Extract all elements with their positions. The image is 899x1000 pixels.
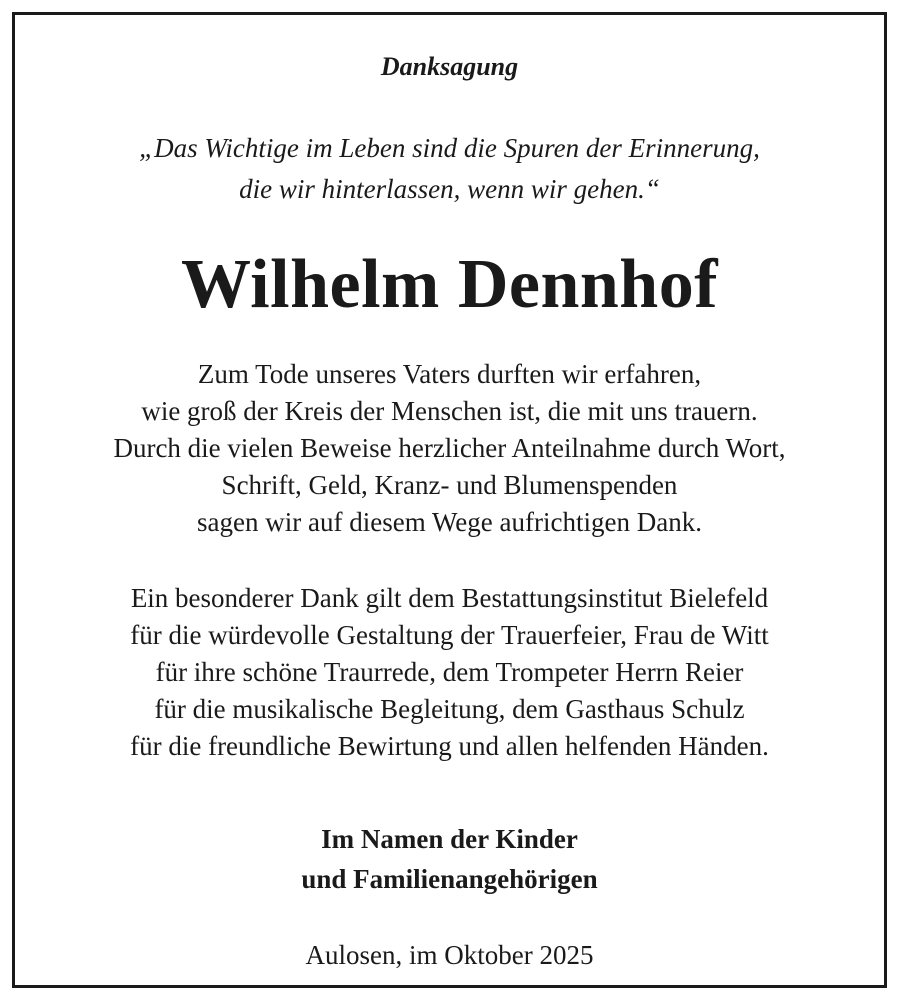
- memorial-quote: [15, 128, 884, 210]
- text-line: für die würdevolle Gestaltung der Trauerfeier, Frau de Witt: [130, 620, 769, 650]
- thanks-paragraph-1: [15, 356, 884, 541]
- text-line: sagen wir auf diesem Wege aufrichtigen Dank.: [197, 507, 702, 537]
- place-and-date: Aulosen, im Oktober 2025: [305, 940, 594, 970]
- signature-line: Im Namen der Kinder: [321, 824, 578, 854]
- thanks-paragraph-2: [15, 580, 884, 765]
- signature-block: [15, 819, 884, 899]
- text-line: für die musikalische Begleitung, dem Gasthaus Schulz: [154, 694, 745, 724]
- text-line: Zum Tode unseres Vaters durften wir erfahren,: [197, 359, 702, 389]
- text-line: wie groß der Kreis der Menschen ist, die mit uns trauern.: [141, 396, 758, 426]
- text-line: Durch die vielen Beweise herzlicher Anteilnahme durch Wort,: [113, 433, 786, 463]
- notice-heading: Danksagung: [380, 52, 519, 81]
- text-line: für die freundliche Bewirtung und allen helfenden Händen.: [130, 731, 769, 761]
- text-line: für ihre schöne Traurrede, dem Trompeter Herrn Reier: [155, 657, 744, 687]
- text-line: Schrift, Geld, Kranz- und Blumenspenden: [221, 470, 678, 500]
- signature-line: und Familienangehörigen: [301, 864, 598, 894]
- quote-line: „Das Wichtige im Leben sind die Spuren der Erinnerung,: [139, 133, 760, 163]
- deceased-name: Wilhelm Dennhof: [180, 246, 719, 323]
- text-line: Ein besonderer Dank gilt dem Bestattungsinstitut Bielefeld: [130, 583, 769, 613]
- notice-frame: [12, 12, 887, 988]
- quote-line: die wir hinterlassen, wenn wir gehen.“: [239, 174, 660, 204]
